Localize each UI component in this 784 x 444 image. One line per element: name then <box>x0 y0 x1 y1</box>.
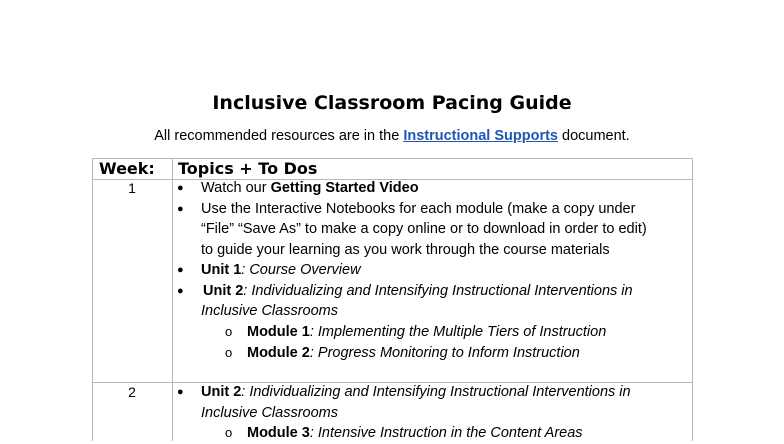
list-item-text: Watch our <box>201 180 271 196</box>
page-title: Inclusive Classroom Pacing Guide <box>212 92 572 114</box>
sub-bullet-icon: o <box>225 425 233 440</box>
list-item <box>203 281 633 302</box>
bullet-icon: ● <box>177 182 184 194</box>
instructional-supports-link[interactable]: Instructional Supports <box>403 128 558 144</box>
bullet-icon: ● <box>177 264 184 276</box>
module-label: Module 3 <box>247 425 310 441</box>
module-label: Module 1 <box>247 323 310 340</box>
table-border-right <box>692 158 693 441</box>
unit-label: Unit 2 <box>203 282 244 299</box>
unit-title: : Individualizing and Intensifying Instructional Interventions in <box>241 384 631 400</box>
list-item <box>201 178 419 199</box>
list-item-continuation <box>201 301 338 322</box>
unit-title-continuation: Inclusive Classrooms <box>201 303 338 319</box>
list-item: Use the Interactive Notebooks for each module (make a copy under <box>201 200 636 217</box>
unit-title: : Course Overview <box>241 262 361 278</box>
week-number: 1 <box>128 180 136 196</box>
unit-title-continuation: Inclusive Classrooms <box>201 404 338 421</box>
bullet-icon: ● <box>177 284 184 297</box>
subtitle-text-after: document. <box>557 128 630 144</box>
module-title: : Intensive Instruction in the Content Areas <box>309 425 583 441</box>
column-header-topics: Topics + To Dos <box>178 159 318 178</box>
week-number: 2 <box>128 384 136 400</box>
list-item-continuation: to guide your learning as you work through the course materials <box>201 241 610 258</box>
sub-bullet-icon: o <box>225 344 233 360</box>
table-column-divider <box>172 158 173 441</box>
getting-started-video-link[interactable]: Getting Started Video <box>270 180 419 196</box>
unit-label: Unit 1 <box>201 262 242 278</box>
sub-list-item <box>247 322 606 343</box>
module-title: : Implementing the Multiple Tiers of Instruction <box>309 323 607 340</box>
document-subtitle <box>0 128 784 144</box>
list-item <box>201 260 361 281</box>
unit-label: Unit 2 <box>201 384 242 400</box>
sub-list-item <box>247 423 583 444</box>
list-item-continuation: “File” “Save As” to make a copy online or to download in order to edit) <box>201 221 647 237</box>
list-item <box>201 382 631 403</box>
sub-bullet-icon: o <box>225 323 233 339</box>
column-header-week: Week: <box>99 159 155 178</box>
subtitle-text-before: All recommended resources are in the <box>154 128 404 144</box>
bullet-icon: ● <box>177 386 184 398</box>
list-item-continuation <box>201 403 338 424</box>
sub-list-item <box>247 343 580 364</box>
module-title: : Progress Monitoring to Inform Instruction <box>309 344 580 361</box>
module-label: Module 2 <box>247 344 310 361</box>
bullet-icon: ● <box>177 202 184 215</box>
unit-title: : Individualizing and Intensifying Instructional Interventions in <box>243 282 633 299</box>
